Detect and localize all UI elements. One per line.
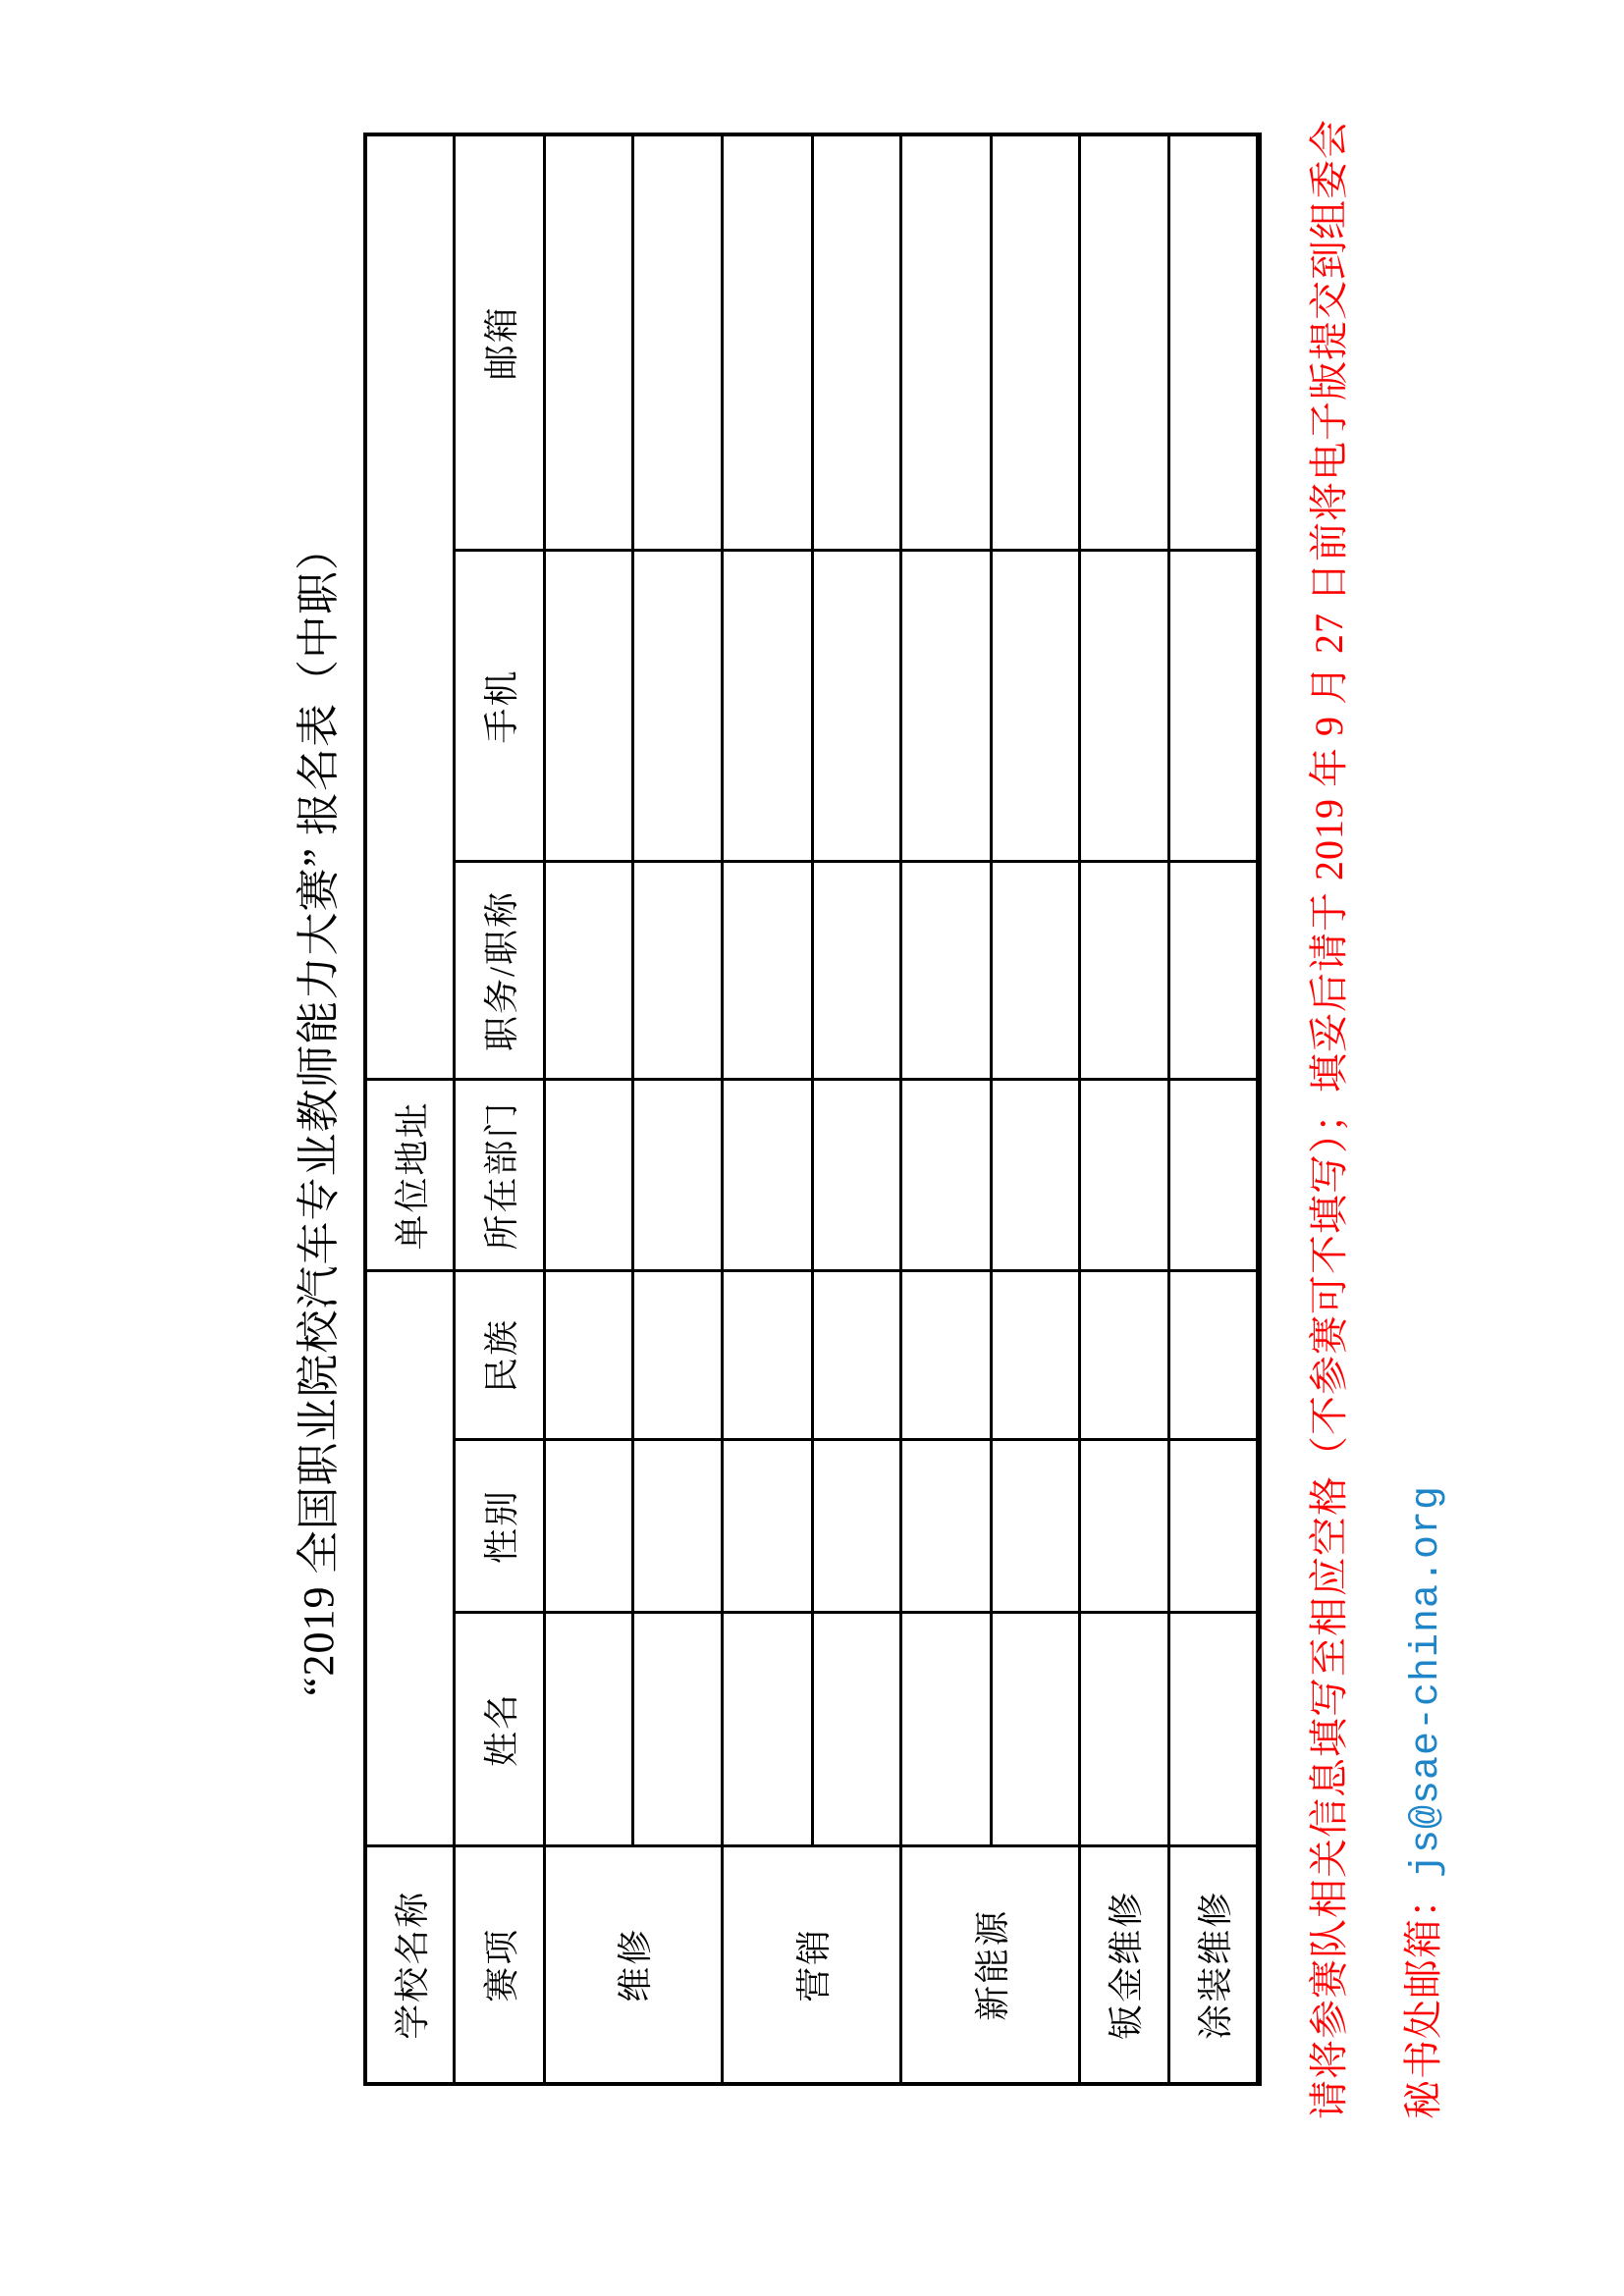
entry-cell[interactable]	[1079, 1271, 1168, 1440]
entry-cell[interactable]	[1079, 551, 1168, 862]
footer-mailbox-line	[1392, 1485, 1449, 2119]
entry-cell[interactable]	[722, 862, 812, 1080]
unit-address-label: 单位地址	[365, 1080, 454, 1271]
entry-cell[interactable]	[632, 551, 722, 862]
event-label-weixiu: 维修	[544, 1846, 722, 2084]
footer-instruction-note: 请将参赛队相关信息填写至相应空格（不参赛可不填写）；填妥后请于 2019 年 9 月 27 日前将电子版提交到组委会	[1307, 119, 1351, 2119]
entry-cell[interactable]	[1168, 1271, 1259, 1440]
table-row	[1168, 134, 1259, 2084]
entry-cell[interactable]	[991, 134, 1079, 551]
entry-cell[interactable]	[812, 1440, 900, 1613]
entry-cell[interactable]	[991, 1080, 1079, 1271]
school-name-label: 学校名称	[365, 1846, 454, 2084]
entry-cell[interactable]	[1168, 1440, 1259, 1613]
school-name-input-cell[interactable]	[365, 1271, 454, 1846]
table-row	[365, 134, 454, 2084]
entry-cell[interactable]	[722, 1613, 812, 1846]
entry-cell[interactable]	[1168, 862, 1259, 1080]
event-label-banjin: 钣金维修	[1079, 1846, 1168, 2084]
entry-cell[interactable]	[900, 1613, 991, 1846]
table-row	[722, 134, 812, 2084]
table-row	[632, 134, 722, 2084]
registration-table	[363, 133, 1262, 2086]
table-row	[544, 134, 632, 2084]
entry-cell[interactable]	[722, 134, 812, 551]
table-row	[812, 134, 900, 2084]
header-title: 职务/职称	[454, 862, 544, 1080]
header-email: 邮箱	[454, 134, 544, 551]
entry-cell[interactable]	[544, 551, 632, 862]
entry-cell[interactable]	[1079, 134, 1168, 551]
event-column-label: 赛项	[454, 1846, 544, 2084]
entry-cell[interactable]	[1079, 862, 1168, 1080]
secretariat-mailbox-label: 秘书处邮箱：	[1401, 1878, 1445, 2119]
unit-address-input-cell[interactable]	[365, 134, 454, 1080]
entry-cell[interactable]	[632, 1440, 722, 1613]
entry-cell[interactable]	[1168, 1080, 1259, 1271]
page-title: “2019 全国职业院校汽车专业教师能力大赛” 报名表（中职）	[295, 525, 343, 1697]
entry-cell[interactable]	[812, 134, 900, 551]
entry-cell[interactable]	[544, 862, 632, 1080]
entry-cell[interactable]	[900, 1080, 991, 1271]
entry-cell[interactable]	[812, 862, 900, 1080]
entry-cell[interactable]	[544, 1440, 632, 1613]
entry-cell[interactable]	[812, 551, 900, 862]
entry-cell[interactable]	[900, 862, 991, 1080]
entry-cell[interactable]	[632, 1271, 722, 1440]
table-row	[1079, 134, 1168, 2084]
table-row	[991, 134, 1079, 2084]
entry-cell[interactable]	[900, 1440, 991, 1613]
entry-cell[interactable]	[722, 551, 812, 862]
header-name: 姓名	[454, 1613, 544, 1846]
entry-cell[interactable]	[632, 862, 722, 1080]
event-label-xinnengyuan: 新能源	[900, 1846, 1079, 2084]
entry-cell[interactable]	[900, 134, 991, 551]
entry-cell[interactable]	[991, 1613, 1079, 1846]
entry-cell[interactable]	[991, 1271, 1079, 1440]
entry-cell[interactable]	[812, 1271, 900, 1440]
event-label-tuzhuang: 涂装维修	[1168, 1846, 1259, 2084]
entry-cell[interactable]	[632, 134, 722, 551]
entry-cell[interactable]	[722, 1440, 812, 1613]
entry-cell[interactable]	[991, 1440, 1079, 1613]
entry-cell[interactable]	[1168, 134, 1259, 551]
entry-cell[interactable]	[991, 862, 1079, 1080]
event-label-yingxiao: 营销	[722, 1846, 900, 2084]
entry-cell[interactable]	[632, 1080, 722, 1271]
entry-cell[interactable]	[632, 1613, 722, 1846]
entry-cell[interactable]	[1079, 1080, 1168, 1271]
entry-cell[interactable]	[544, 1080, 632, 1271]
entry-cell[interactable]	[544, 1271, 632, 1440]
entry-cell[interactable]	[1168, 1613, 1259, 1846]
table-header-row	[454, 134, 544, 2084]
entry-cell[interactable]	[812, 1613, 900, 1846]
entry-cell[interactable]	[544, 1613, 632, 1846]
entry-cell[interactable]	[991, 551, 1079, 862]
secretariat-email-link[interactable]: js@sae-china.org	[1405, 1484, 1449, 1878]
entry-cell[interactable]	[812, 1080, 900, 1271]
header-ethnicity: 民族	[454, 1271, 544, 1440]
entry-cell[interactable]	[1168, 551, 1259, 862]
header-department: 所在部门	[454, 1080, 544, 1271]
header-gender: 性别	[454, 1440, 544, 1613]
header-mobile: 手机	[454, 551, 544, 862]
table-row	[900, 134, 991, 2084]
entry-cell[interactable]	[1079, 1440, 1168, 1613]
entry-cell[interactable]	[900, 551, 991, 862]
entry-cell[interactable]	[1079, 1613, 1168, 1846]
entry-cell[interactable]	[544, 134, 632, 551]
entry-cell[interactable]	[722, 1271, 812, 1440]
entry-cell[interactable]	[900, 1271, 991, 1440]
entry-cell[interactable]	[722, 1080, 812, 1271]
